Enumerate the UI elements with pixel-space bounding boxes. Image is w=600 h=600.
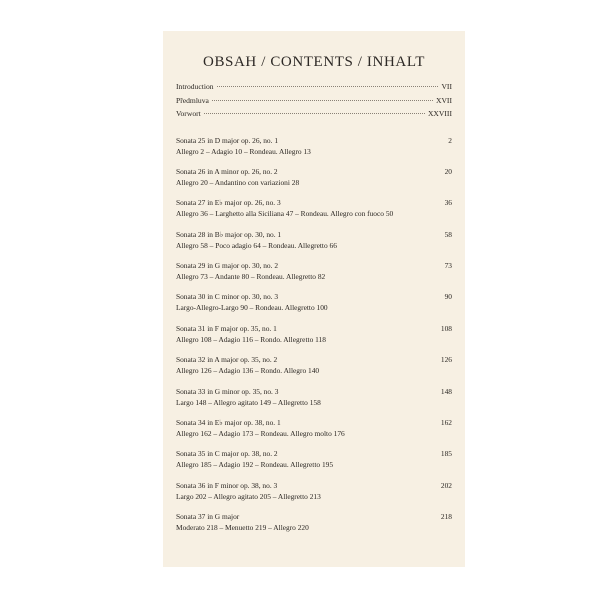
sonata-title: Sonata 32 in A major op. 35, no. 2 bbox=[176, 355, 278, 365]
sonata-title: Sonata 26 in A minor op. 26, no. 2 bbox=[176, 166, 278, 176]
sonata-entry[interactable] bbox=[176, 480, 452, 511]
sonata-entry[interactable] bbox=[176, 511, 452, 542]
sonata-title: Sonata 29 in G major op. 30, no. 2 bbox=[176, 261, 279, 271]
table-of-contents bbox=[176, 80, 452, 543]
sonata-entry[interactable] bbox=[176, 166, 452, 197]
sonata-title: Sonata 25 in D major op. 26, no. 1 bbox=[176, 135, 279, 145]
dot-leader bbox=[204, 113, 425, 114]
sonata-entry[interactable] bbox=[176, 229, 452, 260]
sonata-page: 148 bbox=[440, 386, 452, 396]
sonata-movements: Allegro 20 – Andantino con variazioni 28 bbox=[176, 177, 300, 187]
front-matter-row-introduction[interactable] bbox=[176, 80, 452, 94]
sonata-title: Sonata 37 in G major bbox=[176, 512, 240, 522]
front-matter-label: Předmluva bbox=[176, 95, 209, 105]
sonata-list bbox=[176, 135, 452, 543]
sonata-entry[interactable] bbox=[176, 448, 452, 479]
sonata-title: Sonata 34 in E♭ major op. 38, no. 1 bbox=[176, 418, 281, 428]
sonata-movements: Allegro 126 – Adagio 136 – Rondo. Allegro 140 bbox=[176, 366, 320, 376]
front-matter-label: Introduction bbox=[176, 82, 214, 91]
sonata-entry[interactable] bbox=[176, 197, 452, 228]
sonata-movements: Largo 202 – Allegro agitato 205 – Allegretto 213 bbox=[176, 491, 321, 501]
sonata-page: 2 bbox=[448, 135, 452, 145]
sonata-movements: Allegro 58 – Poco adagio 64 – Rondeau. Allegretto 66 bbox=[176, 240, 337, 250]
sonata-title: Sonata 30 in C minor op. 30, no. 3 bbox=[176, 292, 279, 302]
sonata-page: 73 bbox=[444, 261, 452, 271]
sonata-page: 36 bbox=[444, 198, 452, 208]
front-matter-label: Vorwort bbox=[176, 109, 201, 118]
sonata-page: 20 bbox=[444, 166, 452, 176]
sonata-movements: Largo-Allegro-Largo 90 – Rondeau. Allegretto 100 bbox=[176, 303, 328, 313]
page-title: OBSAH / CONTENTS / INHALT bbox=[203, 54, 425, 70]
dot-leader bbox=[212, 100, 433, 101]
sonata-title: Sonata 35 in C major op. 38, no. 2 bbox=[176, 449, 278, 459]
sonata-page: 218 bbox=[440, 512, 452, 522]
sonata-page: 126 bbox=[440, 355, 452, 365]
front-matter-row-vorwort[interactable] bbox=[176, 107, 452, 121]
sonata-page: 90 bbox=[444, 292, 452, 302]
front-matter-page: VII bbox=[441, 82, 452, 91]
sonata-movements: Largo 148 – Allegro agitato 149 – Allegretto 158 bbox=[176, 397, 321, 407]
sonata-title: Sonata 28 in B♭ major op. 30, no. 1 bbox=[176, 229, 282, 239]
sonata-entry[interactable] bbox=[176, 323, 452, 354]
front-matter-page: XVII bbox=[435, 95, 452, 105]
sonata-title: Sonata 36 in F minor op. 38, no. 3 bbox=[176, 480, 278, 490]
document-page bbox=[163, 31, 465, 567]
sonata-movements: Allegro 73 – Andante 80 – Rondeau. Allegretto 82 bbox=[176, 272, 326, 282]
sonata-entry[interactable] bbox=[176, 354, 452, 385]
sonata-movements: Allegro 36 – Larghetto alla Siciliana 47 – Rondeau. Allegro con fuoco 50 bbox=[176, 209, 394, 219]
front-matter-page: XXVIII bbox=[427, 109, 452, 118]
sonata-entry[interactable] bbox=[176, 417, 452, 448]
sonata-movements: Allegro 185 – Adagio 192 – Rondeau. Allegretto 195 bbox=[176, 460, 334, 470]
sonata-page: 185 bbox=[440, 449, 452, 459]
sonata-page: 162 bbox=[440, 418, 452, 428]
sonata-movements: Allegro 162 – Adagio 173 – Rondeau. Allegro molto 176 bbox=[176, 429, 345, 439]
sonata-title: Sonata 31 in F major op. 35, no. 1 bbox=[176, 323, 277, 333]
sonata-entry[interactable] bbox=[176, 291, 452, 322]
sonata-page: 58 bbox=[444, 229, 452, 239]
sonata-page: 108 bbox=[440, 323, 452, 333]
sonata-entry[interactable] bbox=[176, 135, 452, 166]
sonata-entry[interactable] bbox=[176, 260, 452, 291]
sonata-title: Sonata 33 in G minor op. 35, no. 3 bbox=[176, 386, 279, 396]
sonata-page: 202 bbox=[440, 480, 452, 490]
sonata-entry[interactable] bbox=[176, 386, 452, 417]
sonata-title: Sonata 27 in E♭ major op. 26, no. 3 bbox=[176, 198, 281, 208]
sonata-movements: Moderato 218 – Menuetto 219 – Allegro 220 bbox=[176, 523, 309, 533]
sonata-movements: Allegro 2 – Adagio 10 – Rondeau. Allegro 13 bbox=[176, 146, 311, 156]
front-matter-row-predmluva[interactable] bbox=[176, 94, 452, 108]
dot-leader bbox=[217, 86, 439, 87]
sonata-movements: Allegro 108 – Adagio 116 – Rondo. Allegretto 118 bbox=[176, 334, 326, 344]
front-matter-list bbox=[176, 80, 452, 121]
